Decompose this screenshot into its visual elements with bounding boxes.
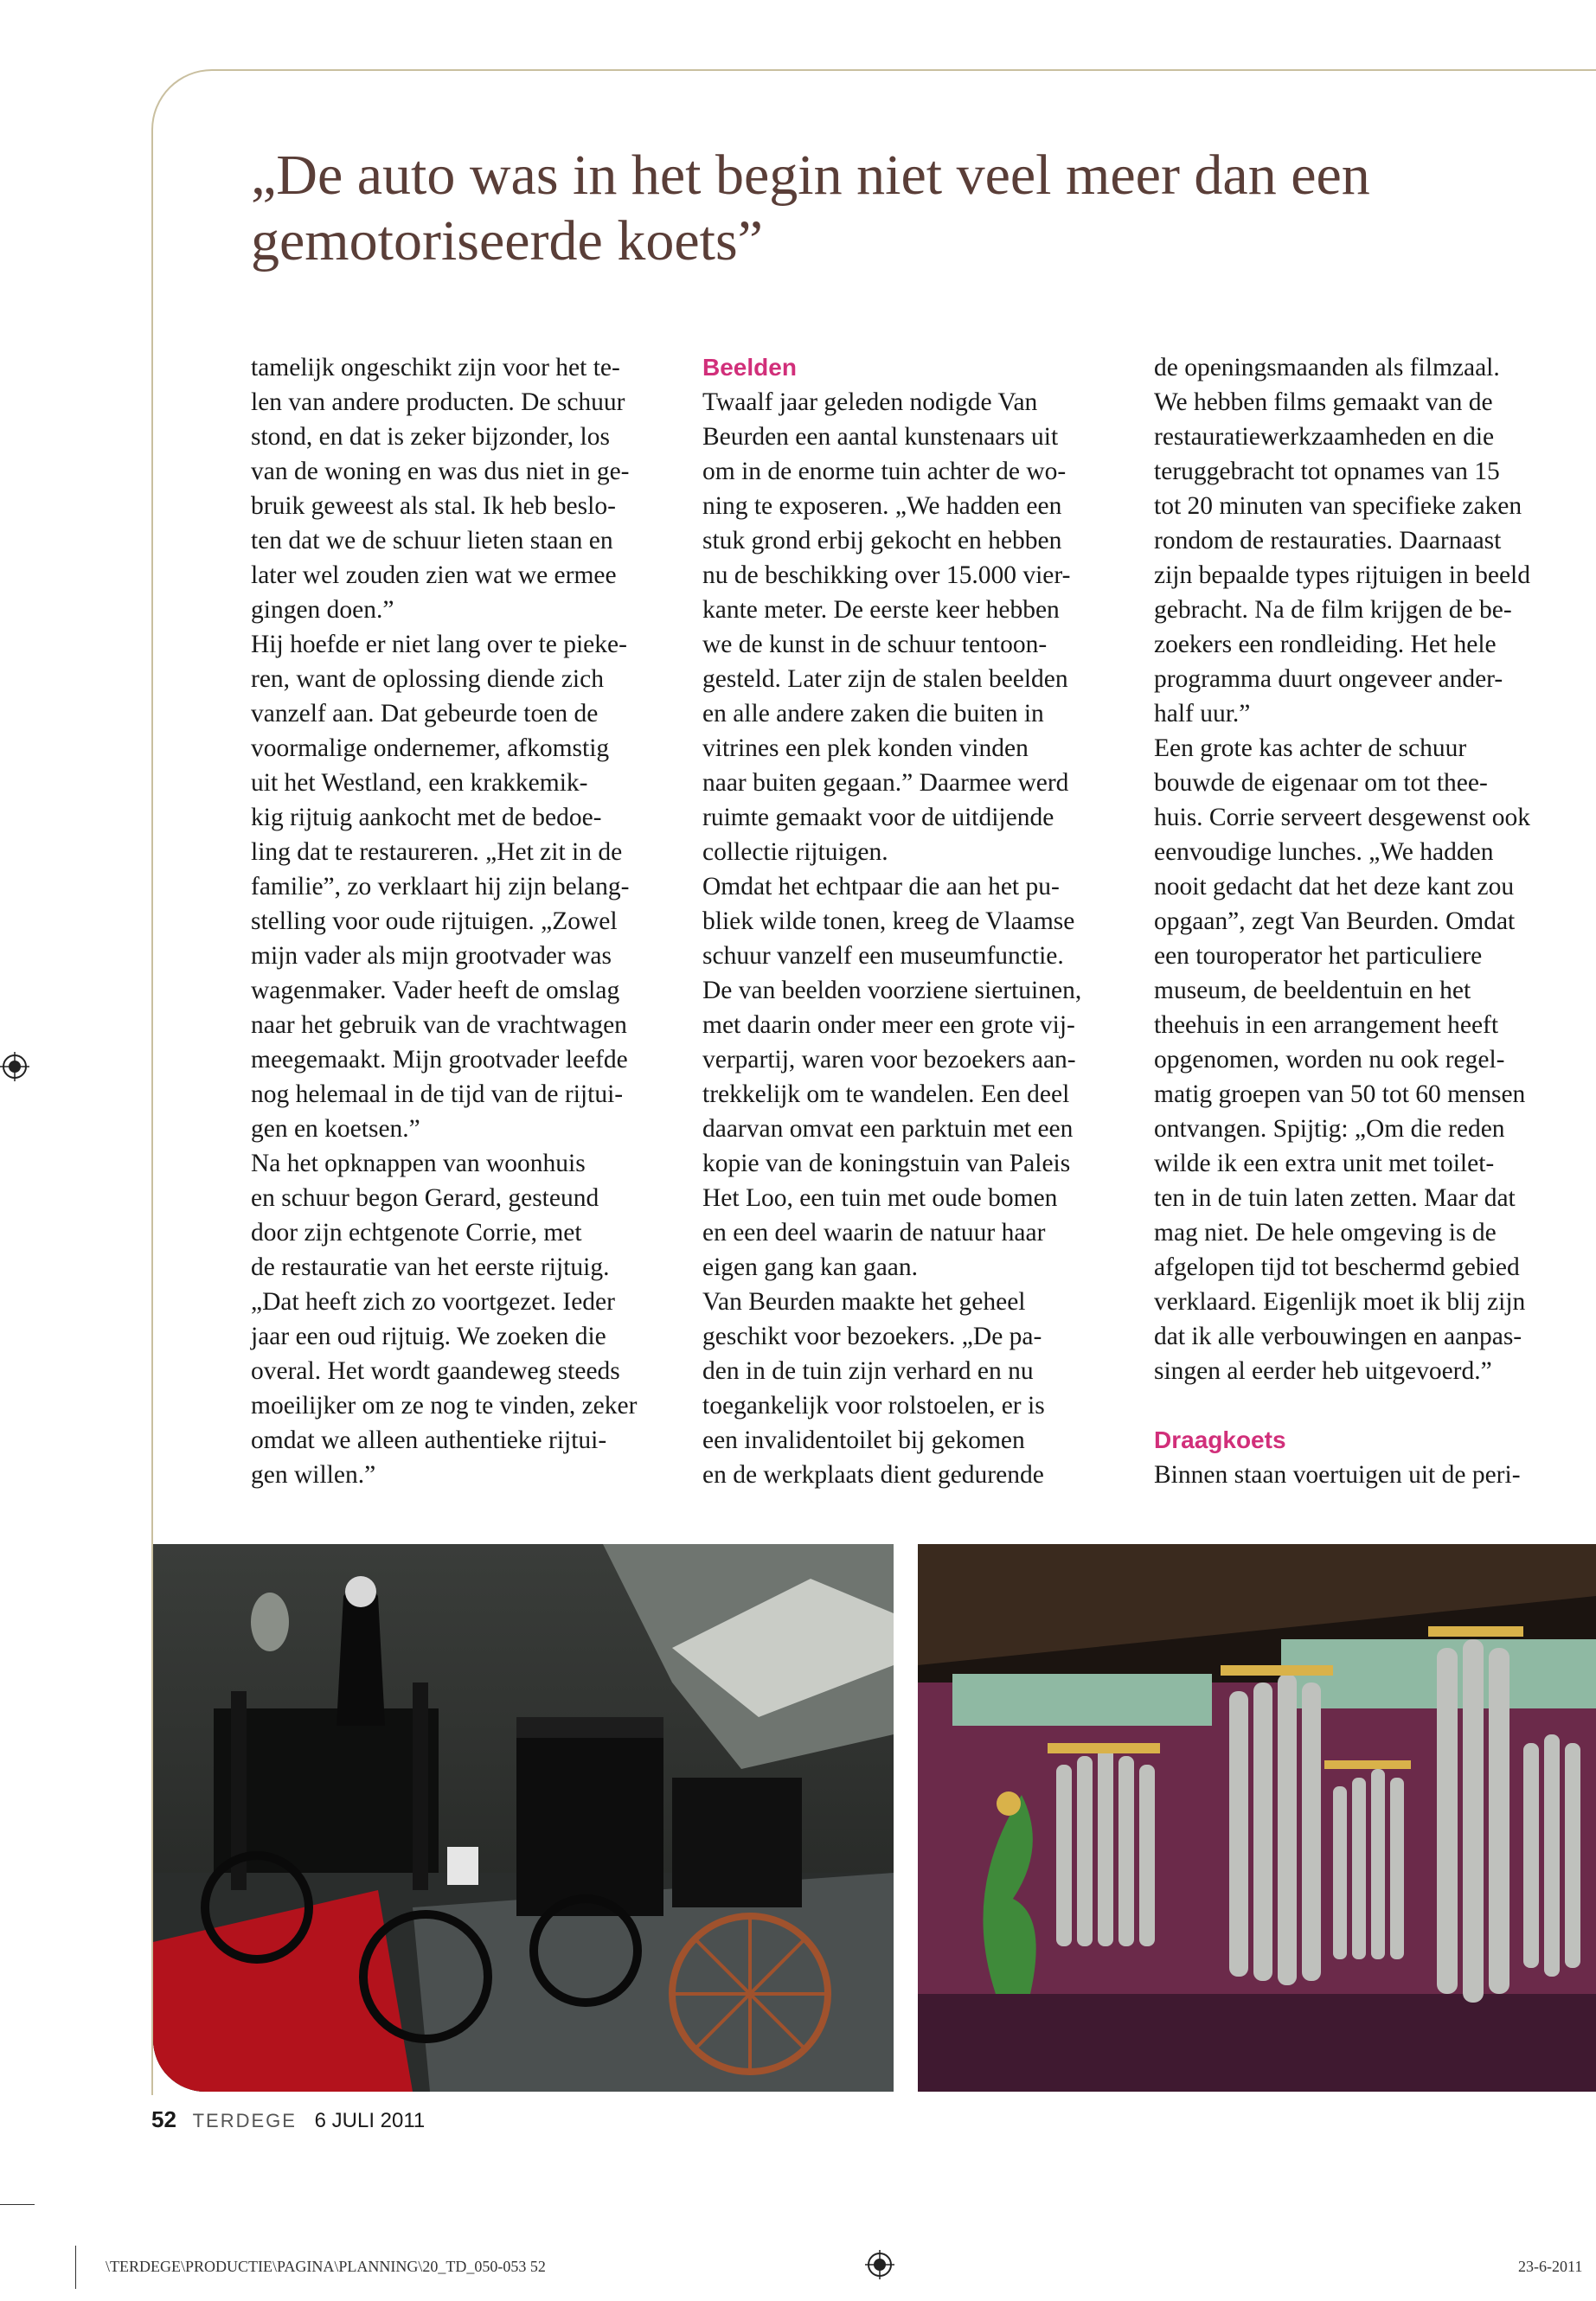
text-line: gebracht. Na de film krijgen de be- bbox=[1154, 596, 1512, 624]
text-line: schuur vanzelf een museumfunctie. bbox=[702, 942, 1064, 970]
text-line: tamelijk ongeschikt zijn voor het te- bbox=[251, 354, 620, 381]
slug-path: \TERDEGE\PRODUCTIE\PAGINA\PLANNING\20_TD_050-053 52 bbox=[106, 2258, 546, 2275]
column-1 bbox=[251, 350, 683, 1492]
text-line: eigen gang kan gaan. bbox=[702, 1253, 919, 1281]
text-line: wagenmaker. Vader heeft de omslag bbox=[251, 977, 620, 1004]
text-line: om in de enorme tuin achter de wo- bbox=[702, 458, 1067, 485]
text-line: tot 20 minuten van specifieke zaken bbox=[1154, 492, 1522, 520]
text-line: programma duurt ongeveer ander- bbox=[1154, 665, 1503, 693]
text-line: we de kunst in de schuur tentoon- bbox=[702, 631, 1048, 658]
text-line: kopie van de koningstuin van Paleis bbox=[702, 1150, 1071, 1177]
text-line: voormalige ondernemer, afkomstig bbox=[251, 734, 610, 762]
text-line: Een grote kas achter de schuur bbox=[1154, 734, 1467, 762]
text-line: ren, want de oplossing diende zich bbox=[251, 665, 604, 693]
text-line: overal. Het wordt gaandeweg steeds bbox=[251, 1357, 620, 1385]
text-line: en de werkplaats dient gedurende bbox=[702, 1461, 1044, 1489]
text-line: theehuis in een arrangement heeft bbox=[1154, 1011, 1499, 1039]
headline-line-1: „De auto was in het begin niet veel meer dan een bbox=[251, 144, 1370, 207]
text-line: half uur.” bbox=[1154, 700, 1251, 727]
text-line: vitrines een plek konden vinden bbox=[702, 734, 1029, 762]
text-line: uit het Westland, een krakkemik- bbox=[251, 769, 588, 797]
text-line: „Dat heeft zich zo voortgezet. Ieder bbox=[251, 1288, 615, 1316]
text-line: van de woning en was dus niet in ge- bbox=[251, 458, 630, 485]
text-line: Van Beurden maakte het geheel bbox=[702, 1288, 1026, 1316]
text-line: singen al eerder heb uitgevoerd.” bbox=[1154, 1357, 1492, 1385]
text-line: Na het opknappen van woonhuis bbox=[251, 1150, 586, 1177]
text-line: huis. Corrie serveert desgewenst ook bbox=[1154, 804, 1531, 831]
text-line: eenvoudige lunches. „We hadden bbox=[1154, 838, 1494, 866]
registration-mark-icon bbox=[865, 2250, 894, 2279]
text-line: kante meter. De eerste keer hebben bbox=[702, 596, 1060, 624]
column-2 bbox=[702, 350, 1135, 1492]
text-line: nog helemaal in de tijd van de rijtui- bbox=[251, 1080, 624, 1108]
text-line: stond, en dat is zeker bijzonder, los bbox=[251, 423, 610, 451]
headline-line-2: gemotoriseerde koets” bbox=[251, 209, 763, 272]
photo-organ-image bbox=[918, 1544, 1596, 2092]
subhead-draagkoets: Draagkoets bbox=[1154, 1426, 1286, 1453]
text-line: verpartij, waren voor bezoekers aan- bbox=[702, 1046, 1076, 1074]
text-line: zoekers een rondleiding. Het hele bbox=[1154, 631, 1497, 658]
text-line: stelling voor oude rijtuigen. „Zowel bbox=[251, 907, 618, 935]
text-line: kig rijtuig aankocht met de bedoe- bbox=[251, 804, 602, 831]
text-line: ning te exposeren. „We hadden een bbox=[702, 492, 1062, 520]
text-line: Hij hoefde er niet lang over te pieke- bbox=[251, 631, 627, 658]
text-line: rondom de restauraties. Daarnaast bbox=[1154, 527, 1502, 554]
issue-date: 6 JULI 2011 bbox=[314, 2109, 426, 2132]
text-line: Twaalf jaar geleden nodigde Van bbox=[702, 388, 1038, 416]
crop-mark bbox=[0, 2204, 35, 2205]
text-line: door zijn echtgenote Corrie, met bbox=[251, 1219, 582, 1247]
subhead-beelden: Beelden bbox=[702, 354, 797, 381]
text-line: den in de tuin zijn verhard en nu bbox=[702, 1357, 1034, 1385]
text-line: vanzelf aan. Dat gebeurde toen de bbox=[251, 700, 599, 727]
page-number: 52 bbox=[151, 2106, 176, 2132]
text-line: ling dat te restaureren. „Het zit in de bbox=[251, 838, 623, 866]
text-line: nooit gedacht dat het deze kant zou bbox=[1154, 873, 1515, 901]
text-line: naar buiten gegaan.” Daarmee werd bbox=[702, 769, 1069, 797]
text-line: Omdat het echtpaar die aan het pu- bbox=[702, 873, 1060, 901]
photo-organ bbox=[918, 1544, 1596, 2092]
text-line: ontvangen. Spijtig: „Om die reden bbox=[1154, 1115, 1505, 1143]
text-line: de openingsmaanden als filmzaal. bbox=[1154, 354, 1500, 381]
text-line: De van beelden voorziene siertuinen, bbox=[702, 977, 1082, 1004]
text-line: met daarin onder meer een grote vij- bbox=[702, 1011, 1075, 1039]
registration-mark-icon bbox=[0, 1052, 29, 1081]
text-line: ruimte gemaakt voor de uitdijende bbox=[702, 804, 1054, 831]
text-line: wilde ik een extra unit met toilet- bbox=[1154, 1150, 1495, 1177]
text-line: een touroperator het particuliere bbox=[1154, 942, 1483, 970]
text-line: We hebben films gemaakt van de bbox=[1154, 388, 1493, 416]
text-line: en schuur begon Gerard, gesteund bbox=[251, 1184, 599, 1212]
photo-carriages bbox=[153, 1544, 894, 2092]
text-line: en alle andere zaken die buiten in bbox=[702, 700, 1044, 727]
text-line: Beurden een aantal kunstenaars uit bbox=[702, 423, 1059, 451]
text-line: en een deel waarin de natuur haar bbox=[702, 1219, 1046, 1247]
text-line: restauratiewerkzaamheden en die bbox=[1154, 423, 1495, 451]
text-line: naar het gebruik van de vrachtwagen bbox=[251, 1011, 627, 1039]
column-3-body bbox=[1154, 350, 1586, 1388]
text-line: Binnen staan voertuigen uit de peri- bbox=[1154, 1461, 1521, 1489]
text-line: ten dat we de schuur lieten staan en bbox=[251, 527, 613, 554]
text-line: trekkelijk om te wandelen. Een deel bbox=[702, 1080, 1070, 1108]
text-line: moeilijker om ze nog te vinden, zeker bbox=[251, 1392, 638, 1420]
text-line: mijn vader als mijn grootvader was bbox=[251, 942, 612, 970]
text-line: de restauratie van het eerste rijtuig. bbox=[251, 1253, 610, 1281]
text-line: bruik geweest als stal. Ik heb beslo- bbox=[251, 492, 616, 520]
text-line: meegemaakt. Mijn grootvader leefde bbox=[251, 1046, 628, 1074]
text-line: gesteld. Later zijn de stalen beelden bbox=[702, 665, 1068, 693]
text-line: collectie rijtuigen. bbox=[702, 838, 888, 866]
text-line: gingen doen.” bbox=[251, 596, 394, 624]
page-footer bbox=[151, 2106, 425, 2133]
paragraph-gap bbox=[1154, 1388, 1586, 1423]
text-line: opgenomen, worden nu ook regel- bbox=[1154, 1046, 1505, 1074]
text-line: teruggebracht tot opnames van 15 bbox=[1154, 458, 1500, 485]
text-line: ten in de tuin laten zetten. Maar dat bbox=[1154, 1184, 1516, 1212]
text-line: stuk grond erbij gekocht en hebben bbox=[702, 527, 1062, 554]
text-line: gen en koetsen.” bbox=[251, 1115, 420, 1143]
text-line: nu de beschikking over 15.000 vier- bbox=[702, 561, 1071, 589]
text-line: gen willen.” bbox=[251, 1461, 376, 1489]
column-3-body-continued bbox=[1154, 1458, 1586, 1492]
text-line: toegankelijk voor rolstoelen, er is bbox=[702, 1392, 1045, 1420]
text-line: later wel zouden zien wat we ermee bbox=[251, 561, 617, 589]
text-line: museum, de beeldentuin en het bbox=[1154, 977, 1471, 1004]
column-2-body bbox=[702, 385, 1135, 1492]
text-line: opgaan”, zegt Van Beurden. Omdat bbox=[1154, 907, 1516, 935]
headline bbox=[251, 143, 1505, 274]
text-line: geschikt voor bezoekers. „De pa- bbox=[702, 1323, 1042, 1350]
text-line: jaar een oud rijtuig. We zoeken die bbox=[251, 1323, 606, 1350]
text-line: dat ik alle verbouwingen en aanpas- bbox=[1154, 1323, 1522, 1350]
slug-date: 23-6-2011 bbox=[1518, 2258, 1583, 2275]
photo-carriages-image bbox=[153, 1544, 894, 2092]
text-line: verklaard. Eigenlijk moet ik blij zijn bbox=[1154, 1288, 1526, 1316]
text-line: familie”, zo verklaart hij zijn belang- bbox=[251, 873, 630, 901]
text-line: zijn bepaalde types rijtuigen in beeld bbox=[1154, 561, 1530, 589]
text-line: een invalidentoilet bij gekomen bbox=[702, 1426, 1025, 1454]
magazine-name: TERDEGE bbox=[192, 2110, 297, 2131]
text-line: afgelopen tijd tot beschermd gebied bbox=[1154, 1253, 1520, 1281]
text-line: mag niet. De hele omgeving is de bbox=[1154, 1219, 1497, 1247]
column-3 bbox=[1154, 350, 1586, 1492]
text-line: bliek wilde tonen, kreeg de Vlaamse bbox=[702, 907, 1075, 935]
crop-mark bbox=[75, 2246, 76, 2289]
text-line: daarvan omvat een parktuin met een bbox=[702, 1115, 1074, 1143]
text-line: matig groepen van 50 tot 60 mensen bbox=[1154, 1080, 1526, 1108]
text-line: bouwde de eigenaar om tot thee- bbox=[1154, 769, 1488, 797]
text-line: omdat we alleen authentieke rijtui- bbox=[251, 1426, 607, 1454]
text-line: Het Loo, een tuin met oude bomen bbox=[702, 1184, 1058, 1212]
text-line: len van andere producten. De schuur bbox=[251, 388, 625, 416]
